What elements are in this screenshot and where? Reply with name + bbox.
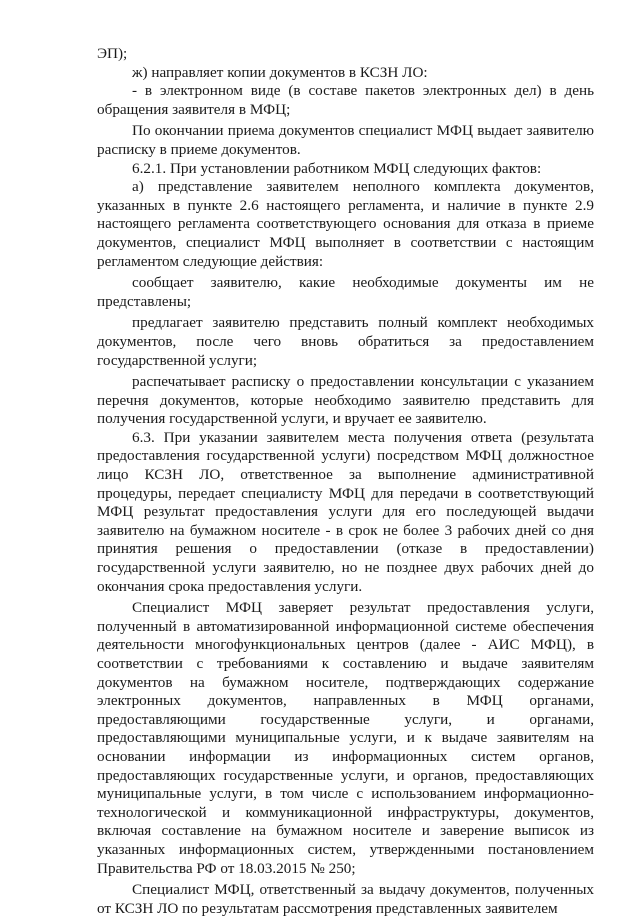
paragraph-6-3: 6.3. При указании заявителем места получения ответа (результата предоставления государственной услуги) посредством МФЦ должностное лицо КСЗН ЛО, ответственное за выполнение административной процедуры, передает специалисту МФЦ для передачи в соответствующий МФЦ результат предоставления услуги для его последующей выдачи заявителю на бумажном носителе - в срок не более 3 рабочих дней со дня принятия решения о предоставлении (отказе в предоставлении) государственной услуги заявителю, но не позднее двух рабочих дней до окончания срока предоставления услуги. <box>97 428 594 595</box>
paragraph-continuation: ЭП); <box>97 45 128 62</box>
paragraph-receipt: По окончании приема документов специалист МФЦ выдает заявителю расписку в приеме документов. <box>97 122 594 158</box>
paragraph-certifies: Специалист МФЦ заверяет результат предоставления услуги, полученный в автоматизированной информационной системе обеспечения деятельности многофункциональных центров (далее - АИС МФЦ), в соответствии с требованиями к составлению и выдаче заявителям документов на бумажном носителе, подтверждающих содержание электронных документов, направленных в МФЦ органами, предоставляющими государственные услуги, и органами, предоставляющими муниципальные услуги, и к выдаче заявителям на основании информации из информационных систем органов, предоставляющих государственные услуги, и органов, предоставляющих муниципальные услуги, в том числе с использованием информационно-технологической и коммуникационной инфраструктуры, документов, включая составление на бумажном носителе и заверение выписок из указанных информационных систем, утвержденными постановлением Правительства РФ от 18.03.2015 № 250; <box>97 599 594 877</box>
paragraph-informs: сообщает заявителю, какие необходимые документы им не представлены; <box>97 274 594 310</box>
document-body <box>97 45 594 918</box>
paragraph-electronic-form: - в электронном виде (в составе пакетов электронных дел) в день обращения заявителя в МФЦ; <box>97 82 594 118</box>
paragraph-proposes: предлагает заявителю представить полный комплект необходимых документов, после чего вновь обратиться за предоставлением государственной услуги; <box>97 314 594 369</box>
paragraph-issuance: Специалист МФЦ, ответственный за выдачу документов, полученных от КСЗН ЛО по результатам рассмотрения представленных заявителем <box>97 881 594 917</box>
paragraph-6-2-1: 6.2.1. При установлении работником МФЦ следующих фактов: <box>132 159 542 177</box>
paragraph-item-a: а) представление заявителем неполного комплекта документов, указанных в пункте 2.6 настоящего регламента, и наличие в пункте 2.9 настоящего регламента соответствующего основания для отказа в приеме документов, специалист МФЦ выполняет в соответствии с настоящим регламентом следующие действия: <box>97 178 594 270</box>
paragraph-prints-receipt: распечатывает расписку о предоставлении консультации с указанием перечня документов, которые необходимо заявителю представить для получения государственной услуги, и вручает ее заявителю. <box>97 373 594 428</box>
paragraph-item-zh: ж) направляет копии документов в КСЗН ЛО: <box>132 63 428 81</box>
